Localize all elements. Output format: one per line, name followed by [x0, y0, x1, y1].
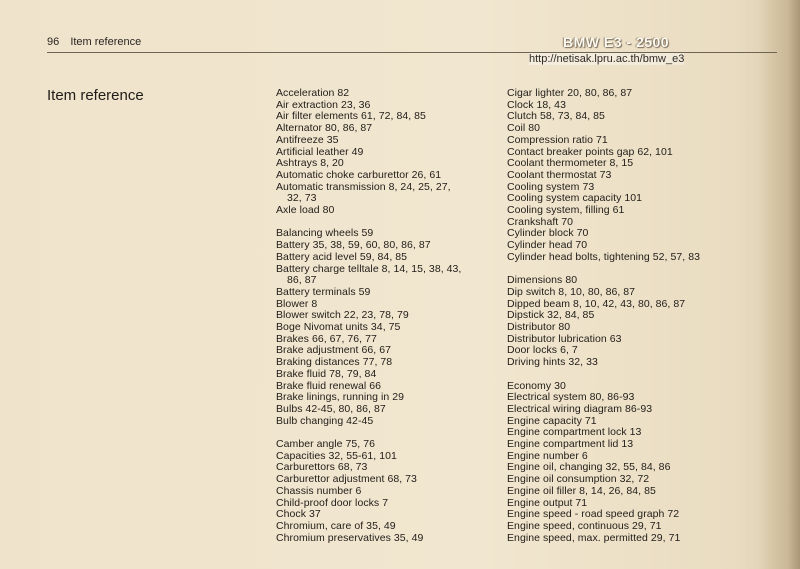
index-entry: Coolant thermostat 73 — [507, 168, 612, 181]
index-entry: Engine speed - road speed graph 72 — [507, 508, 680, 521]
index-entry: Ashtrays 8, 20 — [276, 157, 344, 170]
index-entry: Cooling system, filling 61 — [507, 204, 625, 217]
index-entry: Engine output 71 — [507, 496, 588, 509]
index-entry: Engine oil, changing 32, 55, 84, 86 — [507, 461, 671, 474]
index-entry: Brakes 66, 67, 76, 77 — [276, 332, 377, 345]
index-entry: Clutch 58, 73, 84, 85 — [507, 110, 605, 123]
index-entry: Electrical system 80, 86-93 — [507, 391, 635, 404]
index-entry: Acceleration 82 — [276, 87, 350, 99]
index-entry: Blower 8 — [276, 297, 318, 310]
index-entry: Balancing wheels 59 — [276, 227, 374, 240]
index-entry: Clock 18, 43 — [507, 98, 566, 111]
index-column-2 — [507, 88, 747, 544]
index-entry: Dipstick 32, 84, 85 — [507, 309, 595, 322]
index-entry: Contact breaker points gap 62, 101 — [507, 145, 673, 158]
index-entry: Air extraction 23, 36 — [276, 98, 371, 111]
index-entry: Boge Nivomat units 34, 75 — [276, 321, 401, 334]
index-entry: Automatic transmission 8, 24, 25, 27, — [276, 180, 451, 193]
index-entry: Axle load 80 — [276, 204, 335, 217]
index-entry: Distributor 80 — [507, 321, 571, 334]
index-entry: Capacities 32, 55-61, 101 — [276, 449, 397, 462]
watermark-title: BMW E3 - 2500 — [563, 34, 670, 50]
index-entry: Crankshaft 70 — [507, 215, 574, 228]
index-entry: Dimensions 80 — [507, 274, 578, 287]
watermark-url: http://netisak.lpru.ac.th/bmw_e3 — [529, 53, 685, 65]
index-entry: Driving hints 32, 33 — [507, 356, 598, 369]
section-title: Item reference — [47, 87, 144, 104]
index-entry: Brake fluid 78, 79, 84 — [276, 367, 377, 380]
index-entry: Engine number 6 — [507, 449, 588, 462]
index-entry: Door locks 6, 7 — [507, 344, 578, 357]
index-entry: Air filter elements 61, 72, 84, 85 — [276, 110, 426, 123]
index-entry: Engine oil filler 8, 14, 26, 84, 85 — [507, 484, 656, 497]
index-entry: Engine capacity 71 — [507, 414, 597, 427]
index-entry: Cylinder head 70 — [507, 239, 588, 252]
index-entry: Child-proof door locks 7 — [276, 496, 389, 509]
index-entry: Carburettors 68, 73 — [276, 461, 368, 474]
index-entry: Bulb changing 42-45 — [276, 414, 374, 427]
index-entry: Chassis number 6 — [276, 484, 362, 497]
index-entry: Cooling system capacity 101 — [507, 192, 642, 205]
index-entry: Brake adjustment 66, 67 — [276, 344, 391, 357]
index-entry: Battery 35, 38, 59, 60, 80, 86, 87 — [276, 239, 431, 252]
index-entry: Engine speed, continuous 29, 71 — [507, 519, 662, 532]
index-entry: Artificial leather 49 — [276, 145, 364, 158]
index-entry: Battery acid level 59, 84, 85 — [276, 250, 408, 263]
index-entry: Engine compartment lid 13 — [507, 438, 634, 451]
index-entry: Bulbs 42-45, 80, 86, 87 — [276, 402, 386, 415]
index-entry: Alternator 80, 86, 87 — [276, 122, 373, 135]
index-entry: Engine speed, max. permitted 29, 71 — [507, 531, 681, 544]
index-entry: Compression ratio 71 — [507, 133, 608, 146]
index-entry: Chromium preservatives 35, 49 — [276, 531, 424, 544]
index-entry: Dipped beam 8, 10, 42, 43, 80, 86, 87 — [507, 297, 686, 310]
index-entry: Cylinder head bolts, tightening 52, 57, 83 — [507, 250, 700, 263]
index-entry: Blower switch 22, 23, 78, 79 — [276, 309, 409, 322]
index-entry: Carburettor adjustment 68, 73 — [276, 473, 417, 486]
index-entry: Electrical wiring diagram 86-93 — [507, 402, 653, 415]
index-entry: Distributor lubrication 63 — [507, 332, 622, 345]
index-entry: Battery charge telltale 8, 14, 15, 38, 43, — [276, 262, 462, 275]
index-entry: Chock 37 — [276, 508, 321, 521]
index-entry: Brake fluid renewal 66 — [276, 379, 381, 392]
index-entry: Dip switch 8, 10, 80, 86, 87 — [507, 285, 636, 298]
group-spacer — [507, 369, 747, 381]
running-title: Item reference — [70, 36, 142, 48]
page-spine-shadow — [758, 0, 800, 569]
index-entry: 32, 73 — [287, 192, 317, 205]
index-entry: Engine compartment lock 13 — [507, 426, 642, 439]
index-entry: Cooling system 73 — [507, 180, 595, 193]
index-entry: Coolant thermometer 8, 15 — [507, 157, 634, 170]
index-entry: Battery terminals 59 — [276, 285, 371, 298]
index-entry: Economy 30 — [507, 379, 566, 392]
index-entry: Automatic choke carburettor 26, 61 — [276, 168, 442, 181]
page-number: 96 — [47, 36, 60, 48]
page-header — [47, 36, 141, 48]
index-entry: Chromium, care of 35, 49 — [276, 519, 396, 532]
index-entry: Cylinder block 70 — [507, 227, 589, 240]
index-entry: 86, 87 — [287, 274, 317, 287]
index-entry: Antifreeze 35 — [276, 133, 339, 146]
index-entry: Braking distances 77, 78 — [276, 356, 393, 369]
index-entry: Camber angle 75, 76 — [276, 438, 376, 451]
index-entry: Cigar lighter 20, 80, 86, 87 — [507, 87, 633, 99]
index-column-1 — [276, 88, 496, 544]
index-entry: Coil 80 — [507, 122, 541, 135]
index-entry: Engine oil consumption 32, 72 — [507, 473, 650, 486]
index-entry: Brake linings, running in 29 — [276, 391, 405, 404]
